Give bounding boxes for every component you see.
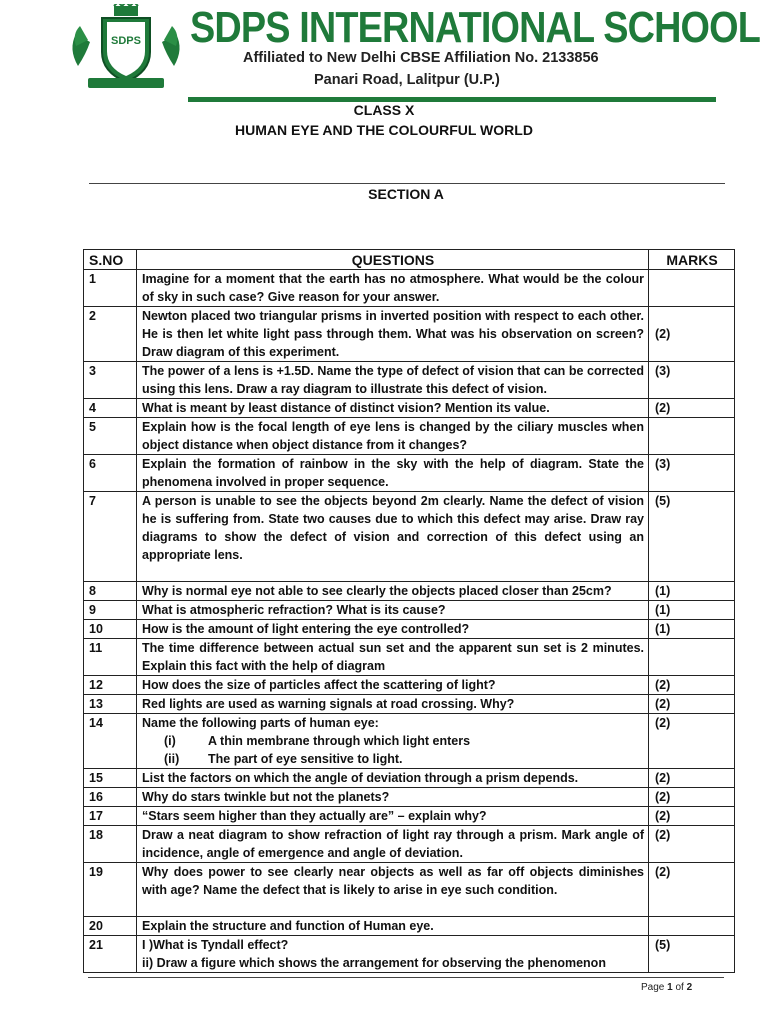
table-row <box>84 582 735 601</box>
row-question: What is meant by least distance of distinct vision? Mention its value. <box>137 399 649 418</box>
row-question: I )What is Tyndall effect? <box>142 938 289 952</box>
sub-question <box>142 750 644 768</box>
row-question: The time difference between actual sun set and the apparent sun set is 2 minutes. Explain this fact with the help of diagram <box>137 639 649 676</box>
row-marks: (2) <box>649 863 735 917</box>
row-question: List the factors on which the angle of deviation through a prism depends. <box>137 769 649 788</box>
row-marks: (1) <box>649 601 735 620</box>
table-row <box>84 418 735 455</box>
total-pages: 2 <box>686 982 693 993</box>
row-marks: (3) <box>649 362 735 399</box>
row-sno: 6 <box>84 455 137 492</box>
row-question: Explain the formation of rainbow in the sky with the help of diagram. State the phenomena involved in proper sequence. <box>137 455 649 492</box>
row-question: Red lights are used as warning signals at road crossing. Why? <box>137 695 649 714</box>
sub-question <box>142 732 644 750</box>
table-row <box>84 455 735 492</box>
table-row <box>84 620 735 639</box>
sub-question-number: (ii) <box>164 752 180 766</box>
table-row <box>84 362 735 399</box>
row-marks: (2) <box>649 307 735 362</box>
row-marks: (2) <box>649 676 735 695</box>
row-question: How is the amount of light entering the eye controlled? <box>137 620 649 639</box>
table-row <box>84 807 735 826</box>
row-sno: 3 <box>84 362 137 399</box>
school-address: Panari Road, Lalitpur (U.P.) <box>314 72 500 88</box>
row-question: Why is normal eye not able to see clearly the objects placed closer than 25cm? <box>137 582 649 601</box>
row-marks: (1) <box>649 620 735 639</box>
row-question: What is atmospheric refraction? What is its cause? <box>137 601 649 620</box>
page-label: Page <box>641 982 665 993</box>
row-sno: 5 <box>84 418 137 455</box>
row-marks <box>649 917 735 936</box>
school-name: SDPS INTERNATIONAL SCHOOL <box>190 3 760 52</box>
row-question: Imagine for a moment that the earth has no atmosphere. What would be the colour of sky in such case? Give reason for your answer. <box>137 270 649 307</box>
row-marks: (3) <box>649 455 735 492</box>
row-question: Newton placed two triangular prisms in inverted position with respect to each other. He is then let white light pass through them. What was his observation on screen? Draw diagram of this experiment. <box>137 307 649 362</box>
row-sno: 4 <box>84 399 137 418</box>
row-sno: 1 <box>84 270 137 307</box>
row-marks: (2) <box>649 769 735 788</box>
row-marks <box>649 639 735 676</box>
affiliation-text: Affiliated to New Delhi CBSE Affiliation No. 2133856 <box>243 50 599 66</box>
svg-text:SDPS: SDPS <box>111 35 141 47</box>
row-sno: 2 <box>84 307 137 362</box>
table-row <box>84 639 735 676</box>
row-question: Draw a neat diagram to show refraction of light ray through a prism. Mark angle of incidence, angle of emergence and angle of deviation. <box>137 826 649 863</box>
row-question-part-2: ii) Draw a figure which shows the arrangement for observing the phenomenon <box>142 956 606 970</box>
table-row <box>84 270 735 307</box>
row-sno: 11 <box>84 639 137 676</box>
table-row <box>84 936 735 973</box>
row-marks: (5) <box>649 492 735 582</box>
row-sno: 10 <box>84 620 137 639</box>
row-marks <box>649 418 735 455</box>
table-row <box>84 714 735 769</box>
row-sno: 12 <box>84 676 137 695</box>
class-title: CLASS X <box>353 102 415 118</box>
marks-header: MARKS <box>649 250 735 270</box>
row-sno: 13 <box>84 695 137 714</box>
row-question: A person is unable to see the objects beyond 2m clearly. Name the defect of vision he is suffering from. State two causes due to which this defect may arise. Draw ray diagrams to show the defect of vision and correction of this defect using an appropriate lens. <box>137 492 649 582</box>
row-sno: 16 <box>84 788 137 807</box>
questions-table <box>83 249 735 973</box>
row-question-block <box>137 936 649 973</box>
row-marks <box>649 270 735 307</box>
footer-rule <box>88 977 724 978</box>
table-header-row <box>84 250 735 270</box>
row-question: Explain how is the focal length of eye lens is changed by the ciliary muscles when object distance when object distance from it changes? <box>137 418 649 455</box>
row-marks: (1) <box>649 582 735 601</box>
questions-header: QUESTIONS <box>137 250 649 270</box>
row-sno: 8 <box>84 582 137 601</box>
row-marks: (5) <box>649 936 735 973</box>
row-question: Explain the structure and function of Human eye. <box>137 917 649 936</box>
row-question: The power of a lens is +1.5D. Name the type of defect of vision that can be corrected using this lens. Draw a ray diagram to illustrate this defect of vision. <box>137 362 649 399</box>
row-sno: 7 <box>84 492 137 582</box>
table-row <box>84 601 735 620</box>
table-row <box>84 788 735 807</box>
school-header <box>0 0 768 100</box>
table-row <box>84 676 735 695</box>
row-sno: 20 <box>84 917 137 936</box>
sno-header: S.NO <box>84 250 137 270</box>
row-sno: 18 <box>84 826 137 863</box>
page-number <box>641 982 692 993</box>
table-row <box>84 826 735 863</box>
row-question-block <box>137 714 649 769</box>
table-row <box>84 492 735 582</box>
row-question: How does the size of particles affect the scattering of light? <box>137 676 649 695</box>
table-row <box>84 695 735 714</box>
row-sno: 17 <box>84 807 137 826</box>
row-sno: 15 <box>84 769 137 788</box>
school-crest-logo <box>66 4 186 94</box>
row-sno: 9 <box>84 601 137 620</box>
row-question: “Stars seem higher than they actually are” – explain why? <box>137 807 649 826</box>
table-row <box>84 917 735 936</box>
row-question: Name the following parts of human eye: <box>142 716 379 730</box>
row-question: Why do stars twinkle but not the planets? <box>137 788 649 807</box>
chapter-title: HUMAN EYE AND THE COLOURFUL WORLD <box>235 122 533 138</box>
sub-question-text: A thin membrane through which light enters <box>208 734 471 748</box>
row-marks: (2) <box>649 826 735 863</box>
current-page: 1 <box>667 982 673 993</box>
row-marks: (2) <box>649 714 735 769</box>
row-sno: 21 <box>84 936 137 973</box>
table-row <box>84 769 735 788</box>
row-sno: 14 <box>84 714 137 769</box>
row-marks: (2) <box>649 695 735 714</box>
table-row <box>84 399 735 418</box>
sub-question-text: The part of eye sensitive to light. <box>208 752 403 766</box>
row-question: Why does power to see clearly near objects as well as far off objects diminishes with age? Name the defect that is likely to arise in eye such condition. <box>137 863 649 917</box>
divider <box>89 183 725 184</box>
row-sno: 19 <box>84 863 137 917</box>
page-of: of <box>675 982 684 993</box>
row-marks: (2) <box>649 807 735 826</box>
sub-question-number: (i) <box>164 734 176 748</box>
table-row <box>84 863 735 917</box>
section-title: SECTION A <box>368 186 444 202</box>
row-marks: (2) <box>649 399 735 418</box>
table-row <box>84 307 735 362</box>
row-marks: (2) <box>649 788 735 807</box>
